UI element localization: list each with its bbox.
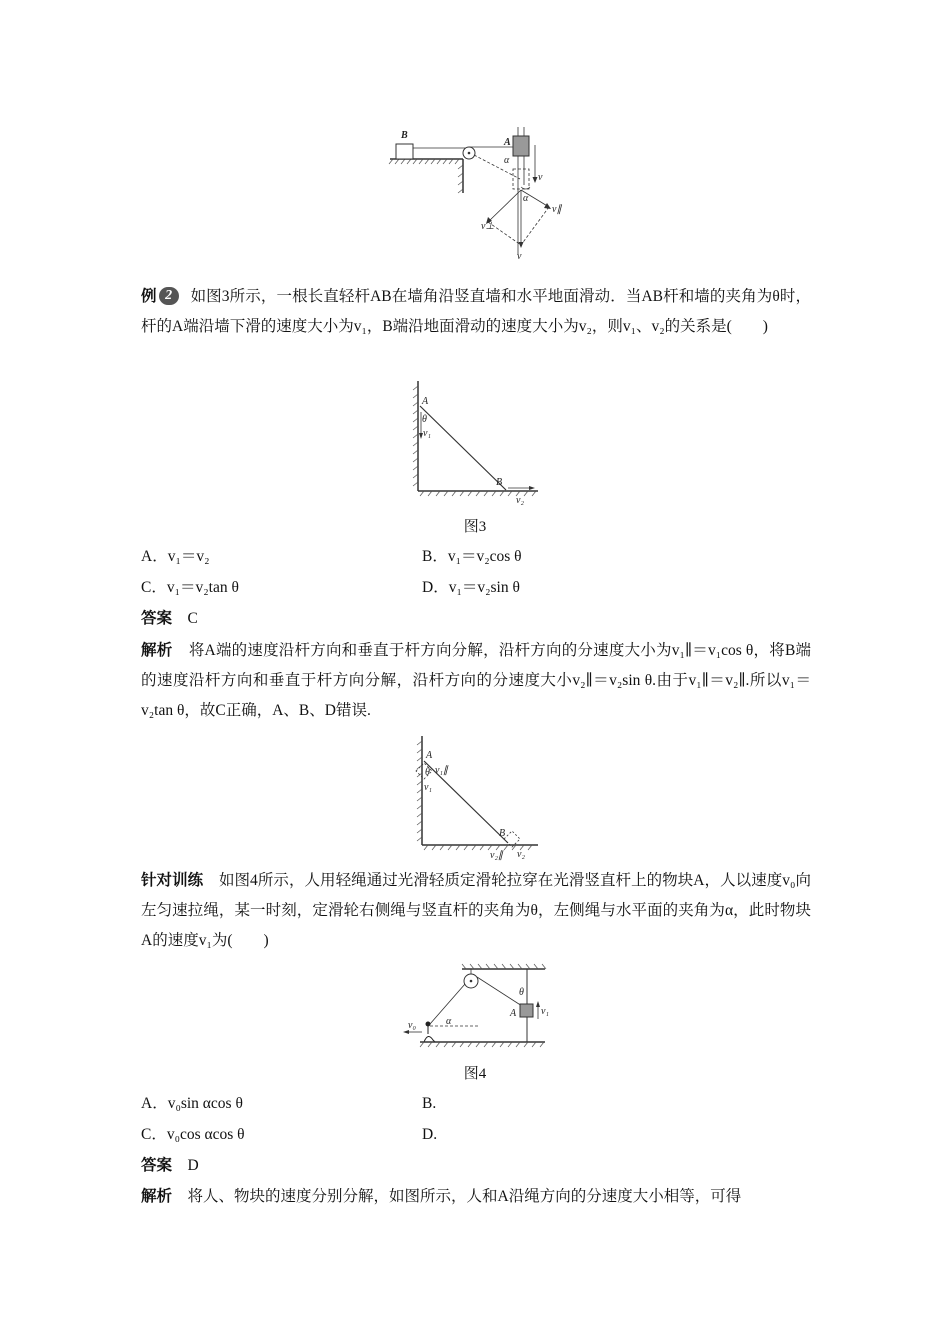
fig3-label-theta: θ bbox=[422, 414, 427, 425]
training-option-a[interactable]: A．v₀sin αcos θ bbox=[141, 1095, 243, 1112]
answer-row bbox=[141, 608, 198, 630]
analysis-block bbox=[141, 636, 811, 726]
option-c[interactable]: C．v₁＝v₂tan θ bbox=[141, 579, 239, 596]
training-answer-row bbox=[141, 1155, 199, 1177]
training-analysis-block bbox=[141, 1182, 811, 1212]
fig-a-label-v1par: v₁∥ bbox=[435, 765, 448, 776]
answer-value: C bbox=[187, 610, 198, 627]
figure-4-caption: 图4 bbox=[463, 1066, 487, 1082]
training-option-b[interactable]: B. bbox=[422, 1095, 437, 1112]
analysis-label: 解析 bbox=[141, 642, 173, 659]
label-v-bottom: v bbox=[517, 251, 522, 262]
person bbox=[426, 1022, 431, 1027]
fig4-label-v1: v₁ bbox=[541, 1006, 549, 1017]
fig4-block-a bbox=[520, 1004, 533, 1017]
training-question-block bbox=[141, 866, 811, 956]
label-v-parallel: v∥ bbox=[552, 204, 562, 215]
fig-a-label-b: B bbox=[499, 828, 506, 839]
fig4-label-v0: v₀ bbox=[408, 1020, 416, 1031]
option-a[interactable]: A．v₁＝v₂ bbox=[141, 548, 210, 565]
fig-a-label-a: A bbox=[426, 750, 433, 761]
training-analysis-text: 将人、物块的速度分别分解，如图所示，人和A沿绳方向的分速度大小相等，可得 bbox=[187, 1188, 742, 1205]
rod-ab bbox=[420, 406, 506, 490]
figure-analysis-decomposition bbox=[408, 733, 543, 863]
fig-a-label-v1: v₁ bbox=[424, 782, 432, 793]
fig3-label-v1: v₁ bbox=[423, 428, 431, 439]
training-option-c[interactable]: C．v₀cos αcos θ bbox=[141, 1126, 245, 1143]
label-a: A bbox=[504, 137, 511, 148]
training-question: 如图4所示，人用轻绳通过光滑轻质定滑轮拉穿在光滑竖直杆上的物块A，人以速度v₀向左匀速拉绳，某一时刻，定滑轮右侧绳与竖直杆的夹角为θ，左侧绳与水平面的夹角为α，此时物块A的速度v₁为( ) bbox=[141, 872, 811, 949]
label-v-right: v bbox=[538, 172, 543, 183]
label-b: B bbox=[401, 130, 408, 141]
figure-3-ladder bbox=[408, 378, 543, 508]
training-analysis-label: 解析 bbox=[141, 1188, 173, 1205]
figure-pulley-decomposition bbox=[385, 125, 575, 265]
analysis-text: 将A端的速度沿杆方向和垂直于杆方向分解，沿杆方向的分速度大小为v₁∥＝v₁cos θ，将B端的速度沿杆方向和垂直于杆方向分解，沿杆方向的分速度大小v₂∥＝v₂sin θ.由于v₁∥＝v₂∥.所以v₁＝v₂tan θ，故C正确，A、B、D错误. bbox=[141, 642, 811, 719]
fig4-label-a: A bbox=[510, 1008, 517, 1019]
answer-label: 答案 bbox=[141, 610, 173, 627]
training-option-d[interactable]: D. bbox=[422, 1126, 438, 1143]
block-a bbox=[513, 136, 529, 156]
figure-4-pulley-person bbox=[400, 962, 550, 1052]
fig4-label-alpha: α bbox=[446, 1016, 452, 1027]
block-b bbox=[396, 144, 413, 159]
example2-question-block bbox=[141, 282, 811, 342]
fig3-label-v2: v₂ bbox=[516, 495, 524, 506]
fig3-label-a: A bbox=[422, 396, 429, 407]
option-d[interactable]: D．v₁＝v₂sin θ bbox=[422, 579, 520, 596]
fig3-label-b: B bbox=[496, 477, 503, 488]
example-badge-label: 例 bbox=[141, 288, 157, 305]
training-label: 针对训练 bbox=[141, 872, 204, 889]
option-b[interactable]: B．v₁＝v₂cos θ bbox=[422, 548, 522, 565]
example-badge-number: 2 bbox=[159, 287, 179, 305]
training-answer-label: 答案 bbox=[141, 1157, 173, 1174]
label-alpha-bottom: α bbox=[523, 193, 529, 204]
training-answer-value: D bbox=[187, 1157, 199, 1174]
label-alpha-top: α bbox=[504, 155, 510, 166]
fig4-label-theta: θ bbox=[519, 987, 524, 998]
fig-a-label-theta: θ bbox=[425, 767, 430, 778]
fig-a-label-v2: v₂ bbox=[517, 849, 525, 860]
label-v-perp: v⊥ bbox=[481, 221, 495, 232]
figure-3-caption: 图3 bbox=[463, 519, 487, 535]
fig-a-label-v2par: v₂∥ bbox=[490, 850, 503, 861]
example2-question: 如图3所示，一根长直轻杆AB在墙角沿竖直墙和水平地面滑动．当AB杆和墙的夹角为θ时，杆的A端沿墙下滑的速度大小为v₁，B端沿地面滑动的速度大小为v₂，则v₁、v₂的关系是( ) bbox=[141, 288, 811, 335]
